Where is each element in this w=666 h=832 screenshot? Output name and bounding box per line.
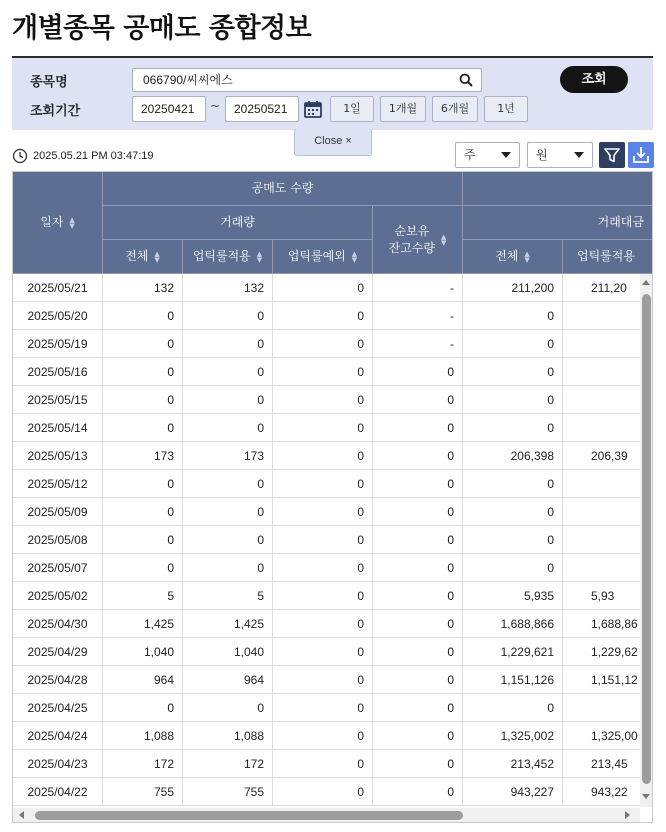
table-row[interactable] bbox=[13, 302, 653, 330]
cell-total-value: 213,452 bbox=[463, 750, 563, 778]
cell-uptick-exempt: 0 bbox=[273, 638, 373, 666]
cell-total-value: 206,398 bbox=[463, 442, 563, 470]
cell-total-value: 0 bbox=[463, 498, 563, 526]
cell-uptick-applied-value: 1,325,00 bbox=[591, 729, 638, 743]
cell-date: 2025/05/02 bbox=[13, 582, 103, 610]
query-button[interactable]: 조회 bbox=[560, 66, 628, 93]
scroll-right-icon[interactable] bbox=[625, 811, 630, 819]
cell-total: 0 bbox=[103, 330, 183, 358]
table-row[interactable] bbox=[13, 386, 653, 414]
period-select[interactable] bbox=[455, 142, 520, 168]
cell-total-value: 0 bbox=[463, 694, 563, 722]
cell-uptick-applied: 1,425 bbox=[183, 610, 273, 638]
cell-total-value: 1,229,621 bbox=[463, 638, 563, 666]
cell-total: 1,425 bbox=[103, 610, 183, 638]
cell-date: 2025/05/20 bbox=[13, 302, 103, 330]
cell-total: 0 bbox=[103, 694, 183, 722]
cell-uptick-applied-value: 211,20 bbox=[591, 281, 627, 295]
cell-net-holding: 0 bbox=[373, 582, 463, 610]
header-total-value-label: 전체 bbox=[495, 249, 519, 263]
cell-uptick-exempt: 0 bbox=[273, 722, 373, 750]
search-panel bbox=[12, 58, 653, 130]
sort-icon: ▲ ▼ bbox=[256, 249, 263, 264]
cell-date: 2025/04/24 bbox=[13, 722, 103, 750]
table-row[interactable] bbox=[13, 778, 653, 806]
cell-net-holding: 0 bbox=[373, 442, 463, 470]
cell-date: 2025/04/30 bbox=[13, 610, 103, 638]
header-uptick-applied-value[interactable]: 업틱룰적용 bbox=[563, 240, 653, 274]
short-selling-table bbox=[12, 171, 653, 823]
stock-code-value: 066790/씨씨에스 bbox=[143, 73, 233, 87]
cell-uptick-exempt: 0 bbox=[273, 694, 373, 722]
cell-net-holding: 0 bbox=[373, 722, 463, 750]
cell-total: 0 bbox=[103, 554, 183, 582]
chevron-down-icon bbox=[501, 152, 511, 158]
cell-uptick-exempt: 0 bbox=[273, 610, 373, 638]
header-net-holding-label: 순보유 잔고수량 bbox=[388, 223, 435, 255]
cell-total: 173 bbox=[103, 442, 183, 470]
cell-total: 0 bbox=[103, 386, 183, 414]
header-trade-volume: 거래량 bbox=[103, 206, 373, 240]
cell-uptick-applied: 0 bbox=[183, 330, 273, 358]
header-trade-value: 거래대금 bbox=[463, 206, 653, 240]
header-net-holding[interactable] bbox=[373, 206, 463, 274]
cell-total-value: 943,227 bbox=[463, 778, 563, 806]
cell-uptick-applied: 0 bbox=[183, 386, 273, 414]
cell-date: 2025/05/13 bbox=[13, 442, 103, 470]
horizontal-scrollbar[interactable] bbox=[13, 808, 640, 823]
cell-total-value: 5,935 bbox=[463, 582, 563, 610]
sort-icon: ▲ ▼ bbox=[440, 232, 447, 247]
cell-net-holding: - bbox=[373, 274, 463, 302]
cell-total: 0 bbox=[103, 470, 183, 498]
clock-icon bbox=[12, 148, 28, 164]
cell-uptick-exempt: 0 bbox=[273, 442, 373, 470]
scroll-up-icon[interactable] bbox=[642, 280, 650, 285]
cell-uptick-exempt: 0 bbox=[273, 302, 373, 330]
table-row[interactable] bbox=[13, 750, 653, 778]
table-row[interactable] bbox=[13, 610, 653, 638]
cell-uptick-exempt: 0 bbox=[273, 778, 373, 806]
header-uptick-exempt[interactable] bbox=[273, 240, 373, 274]
cell-total-value: 0 bbox=[463, 358, 563, 386]
table-row[interactable] bbox=[13, 722, 653, 750]
period-label: 조회기간 bbox=[30, 104, 81, 119]
cell-total-value: 0 bbox=[463, 414, 563, 442]
period-1year-button[interactable]: 1년 bbox=[484, 96, 528, 122]
table-row[interactable] bbox=[13, 582, 653, 610]
cell-total-value: 0 bbox=[463, 330, 563, 358]
sort-icon: ▲ ▼ bbox=[351, 249, 358, 264]
cell-net-holding: 0 bbox=[373, 526, 463, 554]
cell-date: 2025/05/19 bbox=[13, 330, 103, 358]
header-short-volume-group: 공매도 수량 bbox=[103, 172, 463, 206]
vertical-scroll-thumb[interactable] bbox=[642, 294, 651, 784]
cell-date: 2025/05/16 bbox=[13, 358, 103, 386]
end-date-input[interactable]: 20250521 bbox=[225, 96, 299, 122]
cell-date: 2025/05/14 bbox=[13, 414, 103, 442]
table-row[interactable] bbox=[13, 526, 653, 554]
cell-net-holding: 0 bbox=[373, 358, 463, 386]
table-row[interactable] bbox=[13, 330, 653, 358]
chevron-down-icon bbox=[574, 152, 584, 158]
header-total-value[interactable] bbox=[463, 240, 563, 274]
unit-select[interactable] bbox=[527, 142, 593, 168]
cell-uptick-exempt: 0 bbox=[273, 470, 373, 498]
header-total[interactable] bbox=[103, 240, 183, 274]
cell-total-value: 0 bbox=[463, 554, 563, 582]
timestamp: 2025.05.21 PM 03:47:19 bbox=[33, 150, 154, 162]
cell-net-holding: 0 bbox=[373, 386, 463, 414]
cell-uptick-applied-value: 206,39 bbox=[591, 449, 628, 463]
cell-net-holding: 0 bbox=[373, 750, 463, 778]
cell-date: 2025/04/29 bbox=[13, 638, 103, 666]
cell-total-value: 0 bbox=[463, 386, 563, 414]
cell-uptick-applied: 0 bbox=[183, 358, 273, 386]
cell-net-holding: 0 bbox=[373, 778, 463, 806]
scroll-left-icon[interactable] bbox=[19, 811, 24, 819]
cell-date: 2025/05/15 bbox=[13, 386, 103, 414]
page-title: 개별종목 공매도 종합정보 bbox=[12, 13, 312, 44]
header-uptick-applied[interactable] bbox=[183, 240, 273, 274]
header-date[interactable] bbox=[13, 172, 103, 274]
cell-net-holding: 0 bbox=[373, 498, 463, 526]
search-icon[interactable] bbox=[459, 73, 473, 87]
cell-uptick-applied: 0 bbox=[183, 302, 273, 330]
cell-uptick-exempt: 0 bbox=[273, 554, 373, 582]
cell-total: 0 bbox=[103, 526, 183, 554]
cell-uptick-exempt: 0 bbox=[273, 666, 373, 694]
cell-total-value: 1,325,002 bbox=[463, 722, 563, 750]
cell-date: 2025/04/25 bbox=[13, 694, 103, 722]
cell-uptick-applied: 173 bbox=[183, 442, 273, 470]
table-row[interactable] bbox=[13, 358, 653, 386]
table-row[interactable] bbox=[13, 554, 653, 582]
cell-total-value: 0 bbox=[463, 302, 563, 330]
cell-total: 1,040 bbox=[103, 638, 183, 666]
cell-total: 172 bbox=[103, 750, 183, 778]
cell-uptick-applied: 5 bbox=[183, 582, 273, 610]
cell-uptick-applied: 964 bbox=[183, 666, 273, 694]
cell-uptick-applied: 1,088 bbox=[183, 722, 273, 750]
period-6months-button[interactable]: 6개월 bbox=[432, 96, 478, 122]
vertical-scrollbar[interactable] bbox=[640, 274, 653, 807]
cell-date: 2025/04/22 bbox=[13, 778, 103, 806]
cell-total: 5 bbox=[103, 582, 183, 610]
cell-total: 755 bbox=[103, 778, 183, 806]
table-row[interactable] bbox=[13, 666, 653, 694]
period-1day-button[interactable]: 1일 bbox=[330, 96, 374, 122]
cell-uptick-exempt: 0 bbox=[273, 358, 373, 386]
cell-date: 2025/05/08 bbox=[13, 526, 103, 554]
table-row[interactable] bbox=[13, 638, 653, 666]
cell-uptick-applied: 0 bbox=[183, 414, 273, 442]
unit-select-value: 원 bbox=[536, 148, 548, 162]
date-separator: ~ bbox=[210, 99, 221, 113]
cell-net-holding: - bbox=[373, 302, 463, 330]
table-row[interactable] bbox=[13, 414, 653, 442]
cell-uptick-exempt: 0 bbox=[273, 498, 373, 526]
cell-total: 0 bbox=[103, 358, 183, 386]
cell-net-holding: 0 bbox=[373, 414, 463, 442]
table-row[interactable] bbox=[13, 694, 653, 722]
cell-uptick-exempt: 0 bbox=[273, 330, 373, 358]
filter-icon bbox=[599, 142, 625, 168]
cell-net-holding: - bbox=[373, 330, 463, 358]
cell-date: 2025/04/23 bbox=[13, 750, 103, 778]
header-date-label: 일자 bbox=[40, 215, 64, 229]
cell-total-value: 0 bbox=[463, 526, 563, 554]
cell-total-value: 0 bbox=[463, 470, 563, 498]
cell-total: 0 bbox=[103, 498, 183, 526]
cell-uptick-applied: 0 bbox=[183, 526, 273, 554]
cell-uptick-exempt: 0 bbox=[273, 414, 373, 442]
horizontal-scroll-thumb[interactable] bbox=[35, 811, 463, 820]
cell-net-holding: 0 bbox=[373, 554, 463, 582]
cell-total-value: 1,688,866 bbox=[463, 610, 563, 638]
cell-uptick-applied-value: 1,688,86 bbox=[591, 617, 638, 631]
cell-uptick-exempt: 0 bbox=[273, 386, 373, 414]
period-select-value: 주 bbox=[464, 148, 476, 162]
start-date-input[interactable]: 20250421 bbox=[132, 96, 206, 122]
sort-icon: ▲ ▼ bbox=[154, 249, 160, 264]
cell-uptick-exempt: 0 bbox=[273, 582, 373, 610]
cell-total: 0 bbox=[103, 414, 183, 442]
cell-net-holding: 0 bbox=[373, 694, 463, 722]
calendar-icon[interactable] bbox=[302, 98, 324, 120]
filter-button[interactable] bbox=[599, 142, 625, 168]
cell-uptick-applied: 0 bbox=[183, 554, 273, 582]
table-row[interactable] bbox=[13, 498, 653, 526]
period-1month-button[interactable]: 1개월 bbox=[380, 96, 426, 122]
cell-net-holding: 0 bbox=[373, 638, 463, 666]
cell-uptick-exempt: 0 bbox=[273, 750, 373, 778]
table-row[interactable] bbox=[13, 442, 653, 470]
table-row[interactable] bbox=[13, 470, 653, 498]
cell-net-holding: 0 bbox=[373, 666, 463, 694]
cell-uptick-applied-value: 5,93 bbox=[591, 589, 615, 603]
sort-icon: ▲ ▼ bbox=[524, 249, 530, 264]
header-total-label: 전체 bbox=[125, 249, 149, 263]
header-uptick-exempt-label: 업틱룰예외 bbox=[287, 249, 346, 263]
cell-uptick-applied: 132 bbox=[183, 274, 273, 302]
header-uptick-applied-label: 업틱룰적용 bbox=[192, 249, 251, 263]
sort-icon: ▲ ▼ bbox=[69, 215, 75, 230]
cell-total: 1,088 bbox=[103, 722, 183, 750]
cell-uptick-applied-value: 1,151,12 bbox=[591, 673, 638, 687]
table-row[interactable] bbox=[13, 274, 653, 302]
cell-uptick-applied: 172 bbox=[183, 750, 273, 778]
stock-name-label: 종목명 bbox=[30, 75, 68, 90]
cell-uptick-applied-value: 213,45 bbox=[591, 757, 628, 771]
cell-uptick-applied-value: 1,229,62 bbox=[591, 645, 638, 659]
download-button[interactable] bbox=[628, 142, 654, 168]
cell-total: 964 bbox=[103, 666, 183, 694]
cell-date: 2025/05/21 bbox=[13, 274, 103, 302]
cell-uptick-applied-value: 943,22 bbox=[591, 785, 628, 799]
cell-uptick-exempt: 0 bbox=[273, 526, 373, 554]
cell-date: 2025/05/09 bbox=[13, 498, 103, 526]
cell-date: 2025/05/12 bbox=[13, 470, 103, 498]
cell-total: 0 bbox=[103, 302, 183, 330]
cell-uptick-applied: 755 bbox=[183, 778, 273, 806]
download-icon bbox=[628, 142, 654, 168]
cell-date: 2025/05/07 bbox=[13, 554, 103, 582]
cell-uptick-exempt: 0 bbox=[273, 274, 373, 302]
cell-uptick-applied: 1,040 bbox=[183, 638, 273, 666]
cell-uptick-applied: 0 bbox=[183, 694, 273, 722]
header-group-blank bbox=[463, 172, 653, 206]
close-panel-button[interactable]: Close × bbox=[294, 129, 372, 156]
cell-net-holding: 0 bbox=[373, 470, 463, 498]
cell-uptick-applied: 0 bbox=[183, 470, 273, 498]
cell-total-value: 1,151,126 bbox=[463, 666, 563, 694]
cell-net-holding: 0 bbox=[373, 610, 463, 638]
cell-total: 132 bbox=[103, 274, 183, 302]
stock-code-input[interactable] bbox=[132, 68, 482, 92]
scroll-down-icon[interactable] bbox=[642, 794, 650, 799]
cell-uptick-applied: 0 bbox=[183, 498, 273, 526]
cell-total-value: 211,200 bbox=[463, 274, 563, 302]
cell-date: 2025/04/28 bbox=[13, 666, 103, 694]
